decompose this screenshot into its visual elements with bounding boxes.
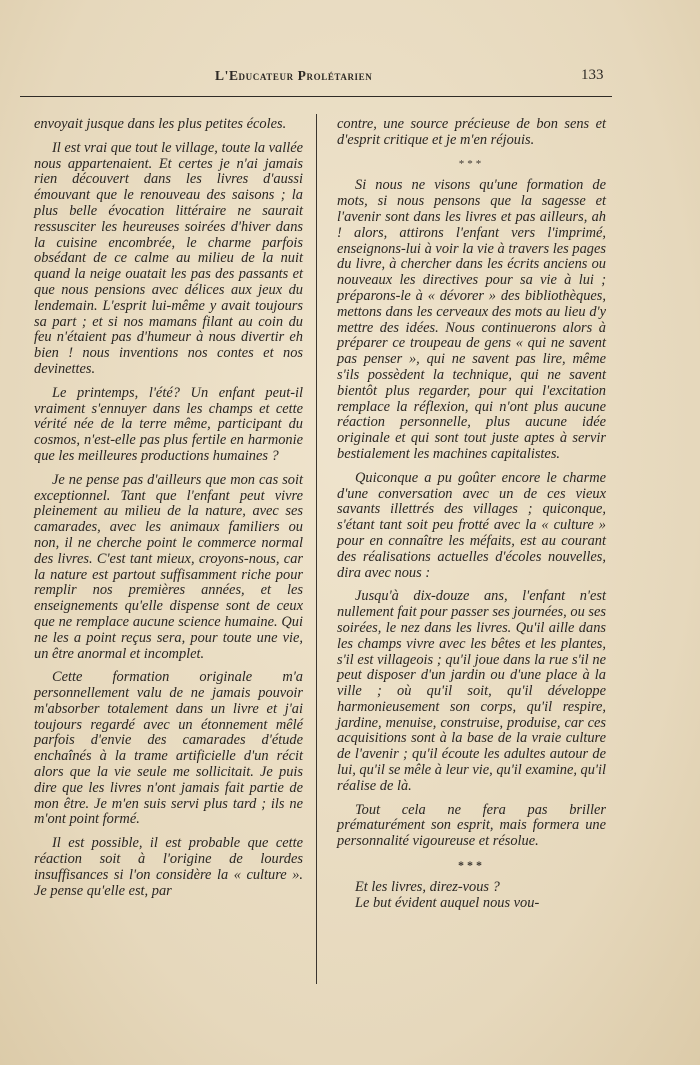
paragraph: Il est possible, il est probable que cette réaction soit à l'origine de lourdes insuffisances si l'on considère la « culture ». Je pense qu'elle est, par xyxy=(34,835,303,899)
section-separator: *** xyxy=(458,858,485,873)
column-divider xyxy=(316,114,317,984)
paragraph: Le printemps, l'été? Un enfant peut-il vraiment s'ennuyer dans les champs et cette vérité née de la terre même, participant du cosmos, n'est-elle pas plus fertile en harmonie que les meilleures productions humaines ? xyxy=(34,384,303,464)
paragraph: Jusqu'à dix-douze ans, l'enfant n'est nullement fait pour passer ses journées, ou ses soirées, le nez dans les livres. Qu'il aille dans les champs vivre avec les bêtes et les plantes, s'il est villageois ; qu'il joue dans la rue s'il ne peut disposer d'un jardin ou d'une place à la ville ; où qu'il soit, qu'il développe harmonieusement son corps, qu'il respire, jardine, menuise, construise, produise, car ces acquisitions sont à la base de la vraie culture de l'avenir ; qu'il écoute les adultes autour de lui, qu'il se mêle à leur vie, qu'il examine, qu'il réalise de là. xyxy=(337,588,607,794)
paragraph: Si nous ne visons qu'une formation de mots, si nous pensons que la sagesse et l'avenir sont dans les livres et pas ailleurs, ah ! alors, attirons l'enfant vers l'imprimé, enseignons-lui à voir la vie à travers les pages du livre, à chercher dans les écrits anciens ou nouveaux les directives pour sa vie à lui ; préparons-le à « dévorer » des bibliothèques, mettons dans les cerveaux des mots au lieu d'y mettre des idées. Nous continuerons alors à préparer ce troupeau de gens « qui ne savent pas penser », qui ne savent pas lire, même s'ils possèdent la technique, qui ne savent bientôt plus regarder, pour qui l'excitation remplace la réflexion, qui n'ont plus aucune réaction personnelle, plus aucune idée originale et qui sont tout juste aptes à servir bestialement les machines capitalistes. xyxy=(337,177,606,462)
left-column xyxy=(34,117,303,907)
paragraph: Le but évident auquel nous vou- xyxy=(355,894,540,911)
page-header xyxy=(20,62,610,88)
paragraph: Je ne pense pas d'ailleurs que mon cas soit exceptionnel. Tant que l'enfant peut vivre pleinement au milieu de la nature, avec ses camarades, avec les animaux familiers ou non, il ne cherche point le commerce normal des livres. C'est tant mieux, croyons-nous, car la nature est partout suffisamment riche pour remplir nos premières années, et les enseignements qu'elle dispense sont de ceux que ne remplace aucune science humaine. Qui ne les a point reçus sera, pour toute une vie, un être anormal et incomplet. xyxy=(34,471,303,662)
paragraph: Et les livres, direz-vous ? xyxy=(355,878,500,895)
paragraph: Tout cela ne fera pas briller prématurément son esprit, mais formera une personnalité vigoureuse et résolue. xyxy=(337,801,606,850)
paragraph: envoyait jusque dans les plus petites écoles. xyxy=(34,116,287,132)
running-title: L'Educateur Prolétarien xyxy=(215,68,373,83)
paragraph: Quiconque a pu goûter encore le charme d'une conversation avec un de ces vieux savants illettrés des villages ; quiconque, s'étant tant soit peu frotté avec la « culture » pour en connaître les méfaits, est au courant des réalisations actuelles d'écoles nouvelles, dira avec nous : xyxy=(337,469,606,581)
paragraph: Il est vrai que tout le village, toute la vallée nous appartenaient. Et certes je n'ai jamais rien découvert dans les livres d'aussi émouvant que le renouveau des saisons ; la plus belle évocation littéraire ne saurait ressusciter les heureuses soirées d'hiver dans la cuisine encombrée, le charme parfois obsédant de ce calme au milieu de la nuit quand la neige ouatait les pas des passants et que nous pensions avec délices aux jeux du lendemain. L'esprit lui-même y avait toujours sa part ; et si nos mamans filant au coin du feu n'étaient pas d'humeur à nous divertir eh bien ! nous inventions nos contes et nos devinettes. xyxy=(34,139,303,377)
header-rule xyxy=(20,96,612,97)
page-number: 133 xyxy=(581,67,604,83)
section-separator: *** xyxy=(458,157,485,170)
paragraph: contre, une source précieuse de bon sens et d'esprit critique et je m'en réjouis. xyxy=(337,116,606,148)
right-column xyxy=(337,117,606,919)
paragraph: Cette formation originale m'a personnellement valu de ne jamais pouvoir m'absorber totalement dans un livre et j'ai toujours regardé avec un étonnement mêlé parfois d'envie des camarades d'étude enchaînés à la trame artificielle d'un récit alors que la vie seule me sollicitait. Je puis dire que les livres n'ont jamais fait partie de mon être. Je m'en suis servi plus tard ; ils ne m'ont point formé. xyxy=(34,669,303,828)
